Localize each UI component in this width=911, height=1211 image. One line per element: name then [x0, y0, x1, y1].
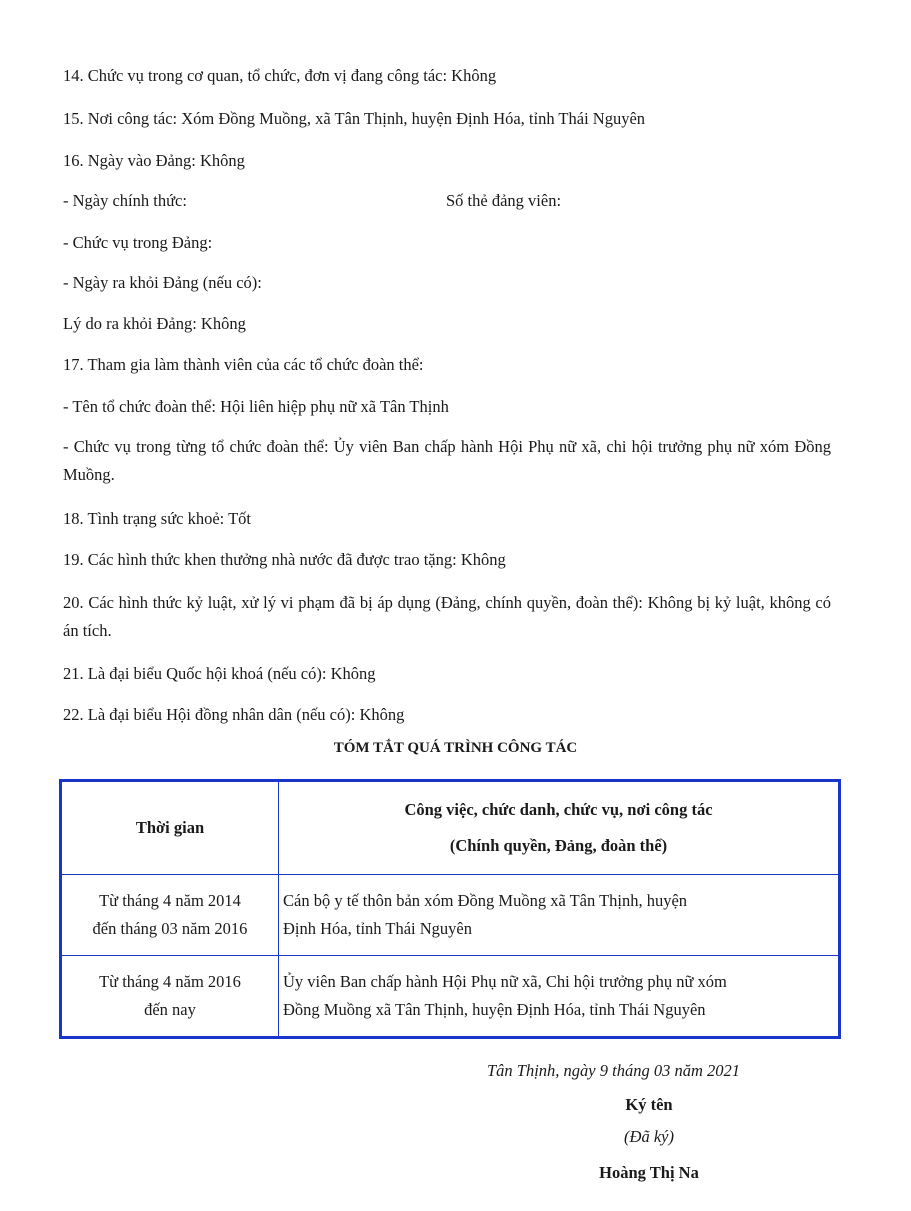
header-work: [279, 781, 840, 875]
item-16-party-join-date: 16. Ngày vào Đảng: Không: [63, 151, 245, 170]
item-21-national-assembly: 21. Là đại biểu Quốc hội khoá (nếu có): Không: [63, 664, 376, 683]
row-work: [279, 875, 840, 956]
signature-label: Ký tên: [625, 1095, 673, 1114]
row-work-line-2: Đồng Muồng xã Tân Thịnh, huyện Định Hóa, tỉnh Thái Nguyên: [283, 1000, 706, 1019]
row-time-line-1: Từ tháng 4 năm 2016: [99, 972, 241, 991]
row-time-line-1: Từ tháng 4 năm 2014: [99, 891, 241, 910]
signature-place-date: Tân Thịnh, ngày 9 tháng 03 năm 2021: [487, 1061, 741, 1080]
item-16-party-position: - Chức vụ trong Đảng:: [63, 233, 213, 252]
table-header-row: [61, 781, 840, 875]
item-17-organization-role: - Chức vụ trong từng tổ chức đoàn thể: Ủy viên Ban chấp hành Hội Phụ nữ xã, chi hội trưởng phụ nữ xóm Đồng Muồng.: [63, 437, 831, 484]
row-time: [61, 875, 279, 956]
item-16-leave-reason: Lý do ra khỏi Đảng: Không: [63, 314, 246, 333]
header-time: Thời gian: [61, 781, 279, 875]
signature-signed-note: (Đã ký): [624, 1127, 674, 1146]
item-18-health: 18. Tình trạng sức khoẻ: Tốt: [63, 509, 251, 528]
row-work-line-2: Định Hóa, tỉnh Thái Nguyên: [283, 919, 472, 938]
table-row: [61, 956, 840, 1038]
item-22-peoples-council: 22. Là đại biểu Hội đồng nhân dân (nếu có): Không: [63, 705, 405, 724]
item-17-organization-name: - Tên tổ chức đoàn thể: Hội liên hiệp phụ nữ xã Tân Thịnh: [63, 397, 449, 416]
row-work-line-1: Ủy viên Ban chấp hành Hội Phụ nữ xã, Chi hội trưởng phụ nữ xóm: [283, 972, 727, 991]
item-20-discipline: 20. Các hình thức kỷ luật, xử lý vi phạm đã bị áp dụng (Đảng, chính quyền, đoàn thể): Không bị kỷ luật, không có án tích.: [63, 593, 831, 640]
item-19-awards: 19. Các hình thức khen thưởng nhà nước đã được trao tặng: Không: [63, 550, 506, 569]
item-16-official-date: - Ngày chính thức:: [63, 191, 187, 210]
item-14-position: 14. Chức vụ trong cơ quan, tổ chức, đơn vị đang công tác: Không: [63, 66, 497, 85]
item-16-party-card-number: Số thẻ đảng viên:: [446, 191, 562, 210]
item-15-workplace: 15. Nơi công tác: Xóm Đồng Muồng, xã Tân Thịnh, huyện Định Hóa, tỉnh Thái Nguyên: [63, 109, 646, 128]
row-time: [61, 956, 279, 1038]
item-16-leave-date: - Ngày ra khỏi Đảng (nếu có):: [63, 273, 262, 292]
row-work-line-1: Cán bộ y tế thôn bản xóm Đồng Muồng xã Tân Thịnh, huyện: [283, 891, 688, 910]
career-table: [59, 779, 841, 1039]
row-time-line-2: đến nay: [144, 1000, 196, 1019]
table-row: [61, 875, 840, 956]
row-work: [279, 956, 840, 1038]
row-time-line-2: đến tháng 03 năm 2016: [92, 919, 248, 938]
career-summary-title: TÓM TẮT QUÁ TRÌNH CÔNG TÁC: [333, 740, 578, 756]
item-17-organizations: 17. Tham gia làm thành viên của các tổ chức đoàn thể:: [63, 355, 424, 374]
header-work-line-1: Công việc, chức danh, chức vụ, nơi công tác: [404, 800, 713, 819]
signer-name: Hoàng Thị Na: [599, 1163, 699, 1182]
header-work-line-2: (Chính quyền, Đảng, đoàn thể): [449, 836, 668, 855]
